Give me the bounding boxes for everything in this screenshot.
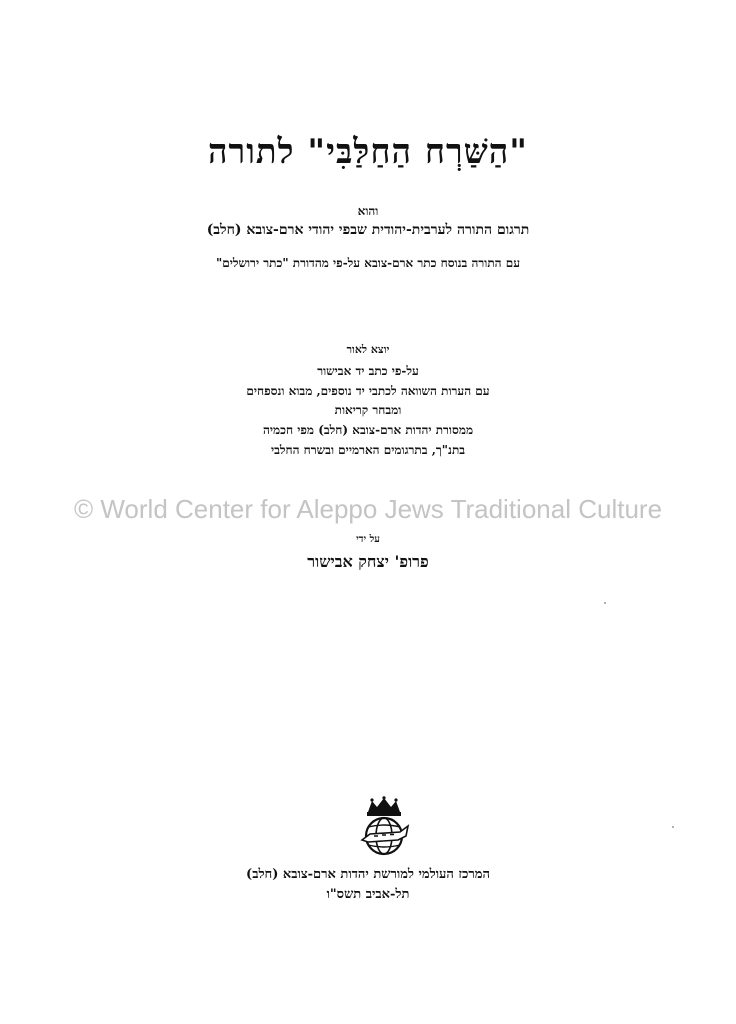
scan-speck — [604, 602, 606, 604]
publication-heading: יוצא לאור — [346, 343, 390, 356]
subtitle-intro: והוא — [357, 204, 379, 218]
globe-crown-emblem-icon — [354, 796, 414, 858]
publisher-place-year: תל-אביב תשס"ו — [326, 887, 410, 902]
subtitle-line-1: תרגום התורה לערבית-יהודית שבפי יהודי ארם-צובא (חלב) — [206, 222, 530, 238]
author-name: פרופ' יצחק אבישור — [307, 552, 429, 571]
publication-line-4: ממסורת יהדות ארם-צובא (חלב) מפי חכמיה — [262, 423, 474, 437]
publication-line-2: עם הערות השוואה לכתבי יד נוספים, מבוא ונספחים — [246, 384, 490, 398]
publication-line-5: בתנ"ך, בתרגומים הארמיים ובשרח החלבי — [270, 443, 466, 457]
copyright-watermark: © World Center for Aleppo Jews Traditional Culture — [73, 494, 663, 524]
subtitle-line-2: עם התורה בנוסח כתר ארם-צובא על-פי מהדורת "כתר ירושלים" — [215, 256, 521, 270]
book-title: "הַשַּׁרְח הַחַלַּבִּי" לתורה — [207, 132, 529, 172]
scan-speck — [672, 826, 674, 828]
publication-line-1: על-פי כתב יד אבישור — [317, 364, 419, 378]
byline-label: על ידי — [356, 534, 380, 545]
publication-line-3: ומבחר קריאות — [334, 403, 402, 417]
publisher-name: המרכז העולמי למורשת יהדות ארם-צובא (חלב) — [246, 867, 490, 882]
